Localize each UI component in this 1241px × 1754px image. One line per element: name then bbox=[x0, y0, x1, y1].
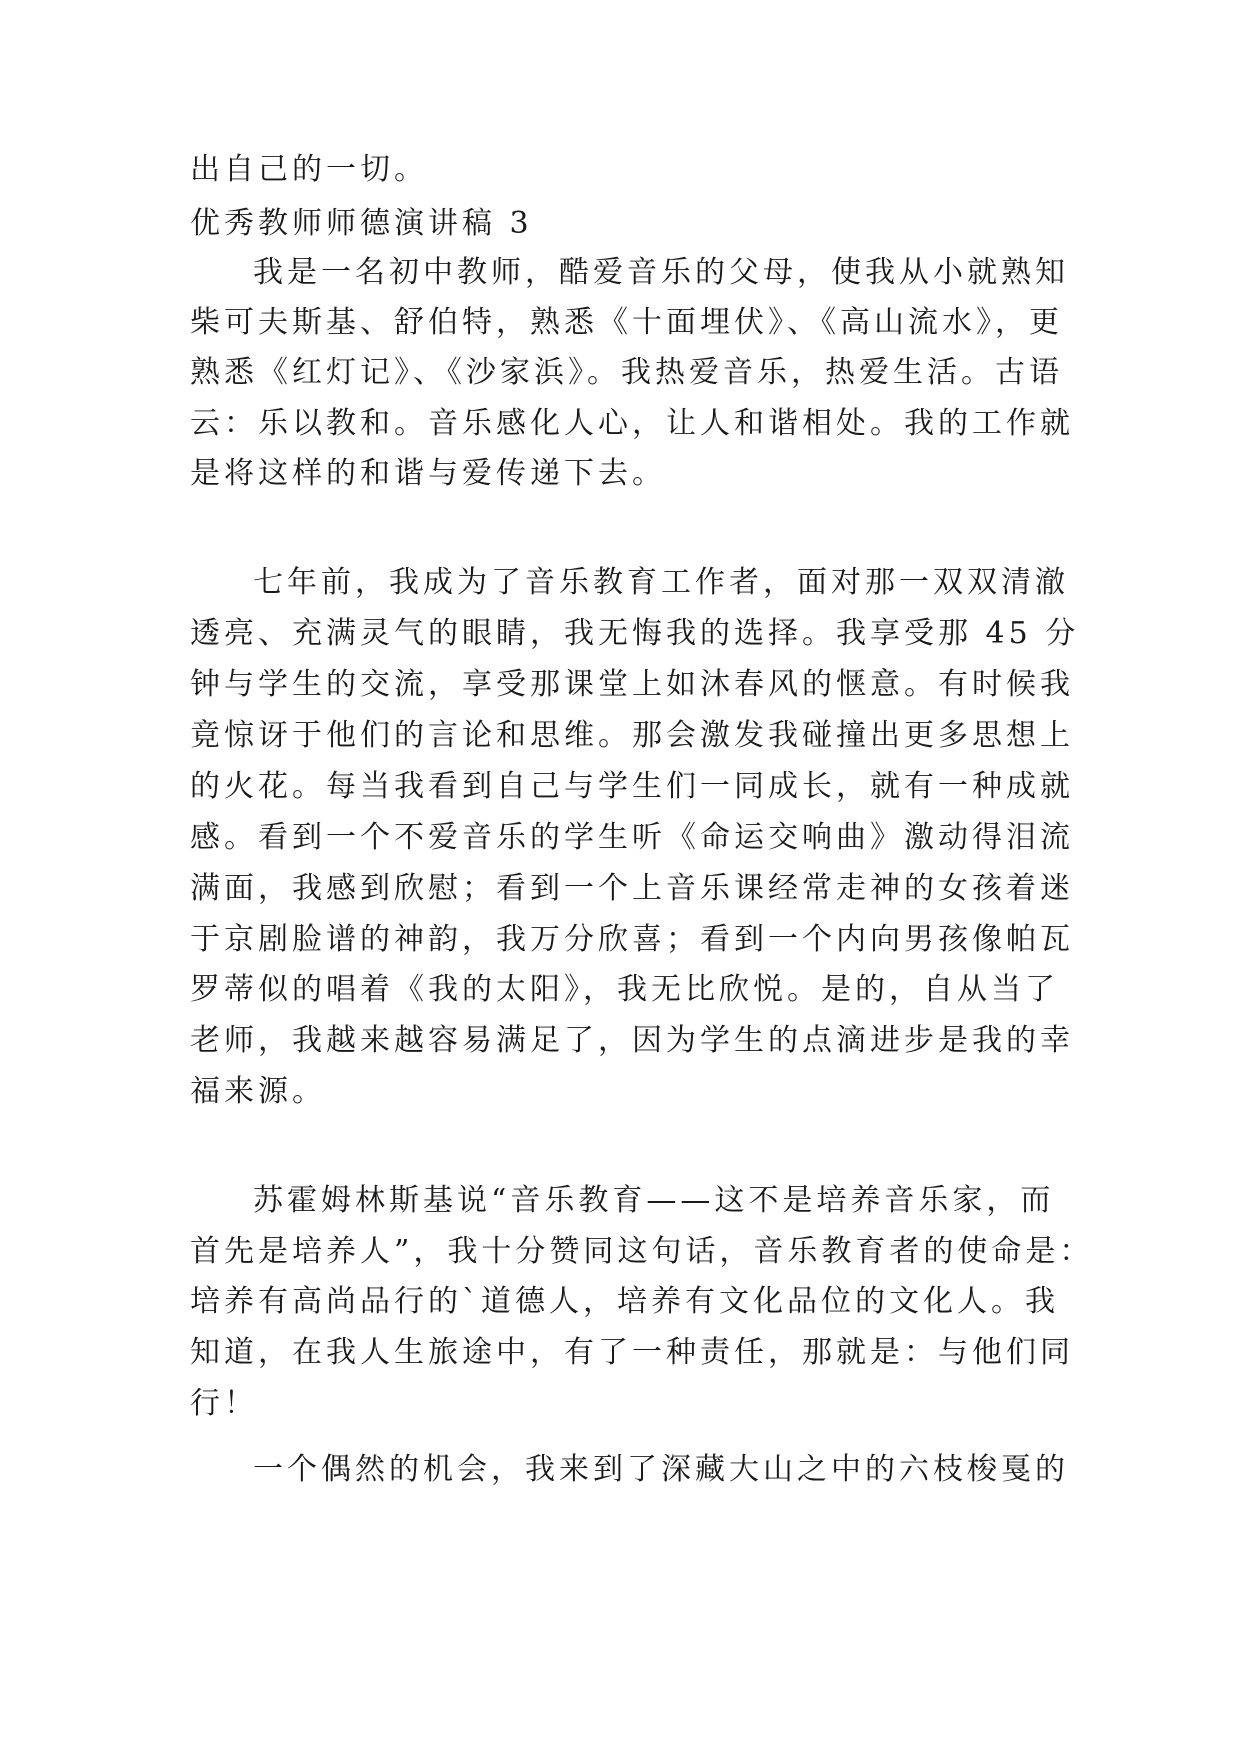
text-line: 竟惊讶于他们的言论和思维。那会激发我碰撞出更多思想上 bbox=[190, 718, 1074, 753]
text-line: 柴可夫斯基、舒伯特，熟悉《十面埋伏》、《高山流水》，更 bbox=[190, 305, 1063, 340]
text-line: 培养有高尚品行的`道德人，培养有文化品位的文化人。我 bbox=[190, 1284, 1059, 1319]
text-line: 的火花。每当我看到自己与学生们一同成长，就有一种成就 bbox=[190, 769, 1074, 804]
text-line: 云：乐以教和。音乐感化人心，让人和谐相处。我的工作就 bbox=[190, 406, 1074, 441]
text-line: 于京剧脸谱的神韵，我万分欣喜；看到一个内向男孩像帕瓦 bbox=[190, 922, 1074, 957]
text-line: 首先是培养人”，我十分赞同这句话，音乐教育者的使命是： bbox=[190, 1234, 1094, 1269]
text-line: 福来源。 bbox=[190, 1074, 326, 1109]
text-line: 满面，我感到欣慰；看到一个上音乐课经常走神的女孩着迷 bbox=[190, 871, 1074, 906]
text-line: 熟悉《红灯记》、《沙家浜》。我热爱音乐，热爱生活。古语 bbox=[190, 355, 1063, 390]
text-line: 感。看到一个不爱音乐的学生听《命运交响曲》激动得泪流 bbox=[190, 820, 1074, 855]
text-line: 出自己的一切。 bbox=[190, 152, 428, 187]
text-line: 是将这样的和谐与爱传递下去。 bbox=[190, 456, 666, 491]
text-line: 老师，我越来越容易满足了，因为学生的点滴进步是我的幸 bbox=[190, 1023, 1074, 1058]
text-line: 苏霍姆林斯基说“音乐教育——这不是培养音乐家，而 bbox=[253, 1183, 1055, 1218]
text-line: 罗蒂似的唱着《我的太阳》，我无比欣悦。是的，自从当了 bbox=[190, 972, 1059, 1007]
text-line: 钟与学生的交流，享受那课堂上如沐春风的惬意。有时候我 bbox=[190, 667, 1074, 702]
text-line: 知道，在我人生旅途中，有了一种责任，那就是：与他们同 bbox=[190, 1335, 1074, 1370]
text-line: 透亮、充满灵气的眼睛，我无悔我的选择。我享受那 45 分 bbox=[190, 616, 1080, 651]
text-line: 行！ bbox=[190, 1386, 258, 1421]
text-line: 一个偶然的机会，我来到了深藏大山之中的六枝梭戛的 bbox=[253, 1452, 1069, 1487]
text-line: 七年前，我成为了音乐教育工作者，面对那一双双清澈 bbox=[253, 565, 1069, 600]
section-title: 优秀教师师德演讲稿 3 bbox=[190, 206, 533, 241]
text-line: 我是一名初中教师，酷爱音乐的父母，使我从小就熟知 bbox=[253, 255, 1069, 290]
